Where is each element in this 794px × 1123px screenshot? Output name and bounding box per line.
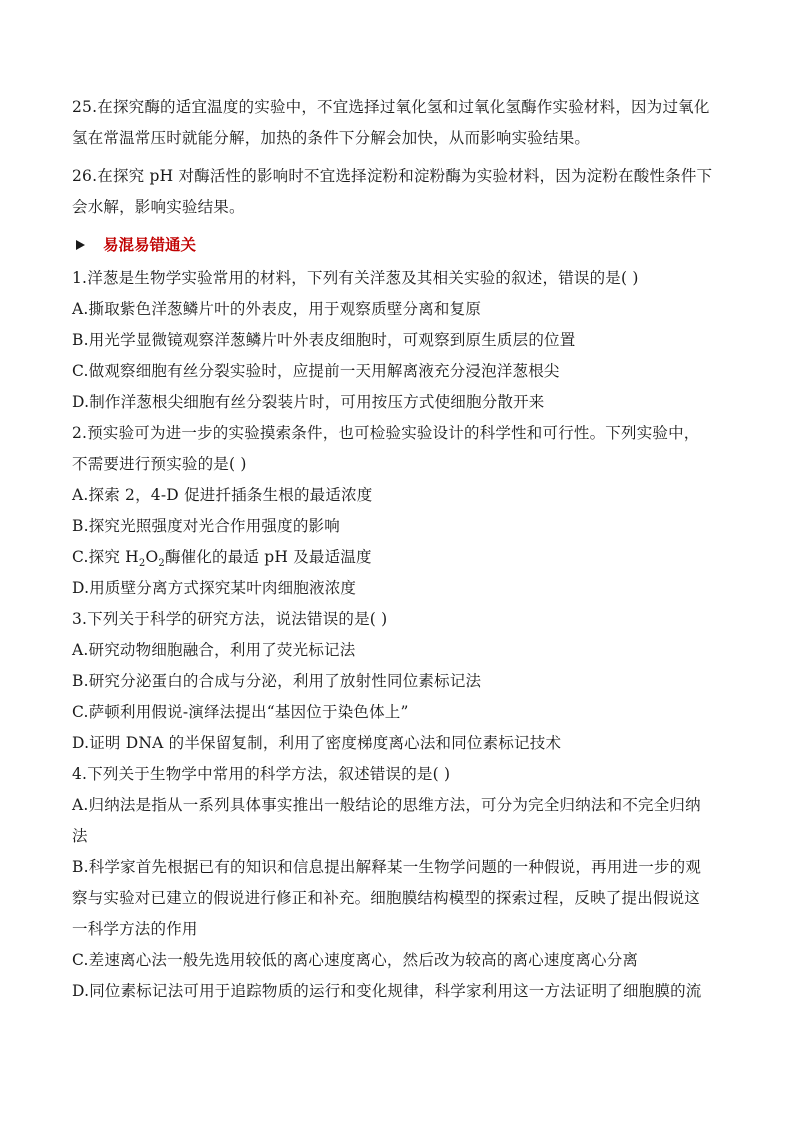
question-3-stem: 3.下列关于科学的研究方法，说法错误的是( ) [72,610,388,628]
question-4-option-a-line-2: 法 [72,827,88,845]
question-1-stem: 1.洋葱是生物学实验常用的材料，下列有关洋葱及其相关实验的叙述，错误的是( ) [72,269,639,287]
paragraph-26: 26.在探究 pH 对酶活性的影响时不宜选择淀粉和淀粉酶为实验材料，因为淀粉在酸性条件下会水解，影响实验结果。 [72,167,713,216]
question-2-option-a: A.探索 2，4-D 促进扦插条生根的最适浓度 [72,486,373,504]
option-c-text-o: O [145,548,159,566]
section-title-text: 易混易错通关 [103,235,197,254]
question-4-option-b-line-3: 一科学方法的作用 [72,920,198,938]
option-c-text-end: 酶催化的最适 pH 及最适温度 [164,548,372,566]
question-4-option-a-line-1: A.归纳法是指从一系列具体事实推出一般结论的思维方法，可分为完全归纳法和不完全归纳 [72,796,701,814]
question-4-option-d: D.同位素标记法可用于追踪物质的运行和变化规律，科学家利用这一方法证明了细胞膜的流 [72,982,702,1000]
question-4-option-b-line-1: B.科学家首先根据已有的知识和信息提出解释某一生物学问题的一种假说，再用进一步的观 [72,858,702,876]
question-2-option-b: B.探究光照强度对光合作用强度的影响 [72,517,340,535]
question-3-option-a: A.研究动物细胞融合，利用了荧光标记法 [72,641,356,659]
subscript-2: 2 [138,558,146,570]
question-4-option-b-line-2: 察与实验对已建立的假说进行修正和补充。细胞膜结构模型的探索过程，反映了提出假说这 [72,889,701,907]
question-4-option-c: C.差速离心法一般先选用较低的离心速度离心，然后改为较高的离心速度离心分离 [72,951,639,969]
arrow-bullet-icon [76,240,85,250]
question-4-stem: 4.下列关于生物学中常用的科学方法，叙述错误的是( ) [72,765,451,783]
question-2-stem-line-1: 2.预实验可为进一步的实验摸索条件，也可检验实验设计的科学性和可行性。下列实验中， [72,424,700,442]
section-heading [72,232,196,258]
option-c-text-start: C.探究 H [72,548,139,566]
question-3-option-c: C.萨顿利用假说-演绎法提出“基因位于染色体上” [72,703,409,721]
question-1-option-b: B.用光学显微镜观察洋葱鳞片叶外表皮细胞时，可观察到原生质层的位置 [72,331,576,349]
question-2-option-d: D.用质壁分离方式探究某叶肉细胞液浓度 [72,579,357,597]
paragraph-25: 25.在探究酶的适宜温度的实验中，不宜选择过氧化氢和过氧化氢酶作实验材料，因为过氧化氢在常温常压时就能分解，加热的条件下分解会加快，从而影响实验结果。 [72,98,710,147]
subscript-2: 2 [158,558,165,570]
question-1-option-a: A.撕取紫色洋葱鳞片叶的外表皮，用于观察质壁分离和复原 [72,300,482,318]
question-3-option-d: D.证明 DNA 的半保留复制，利用了密度梯度离心法和同位素标记技术 [72,734,562,752]
question-2-option-c [72,542,724,573]
question-1-option-d: D.制作洋葱根尖细胞有丝分裂装片时，可用按压方式使细胞分散开来 [72,393,545,411]
question-1-option-c: C.做观察细胞有丝分裂实验时，应提前一天用解离液充分浸泡洋葱根尖 [72,362,560,380]
question-3-option-b: B.研究分泌蛋白的合成与分泌，利用了放射性同位素标记法 [72,672,482,690]
question-2-stem-line-2: 不需要进行预实验的是( ) [72,455,247,473]
